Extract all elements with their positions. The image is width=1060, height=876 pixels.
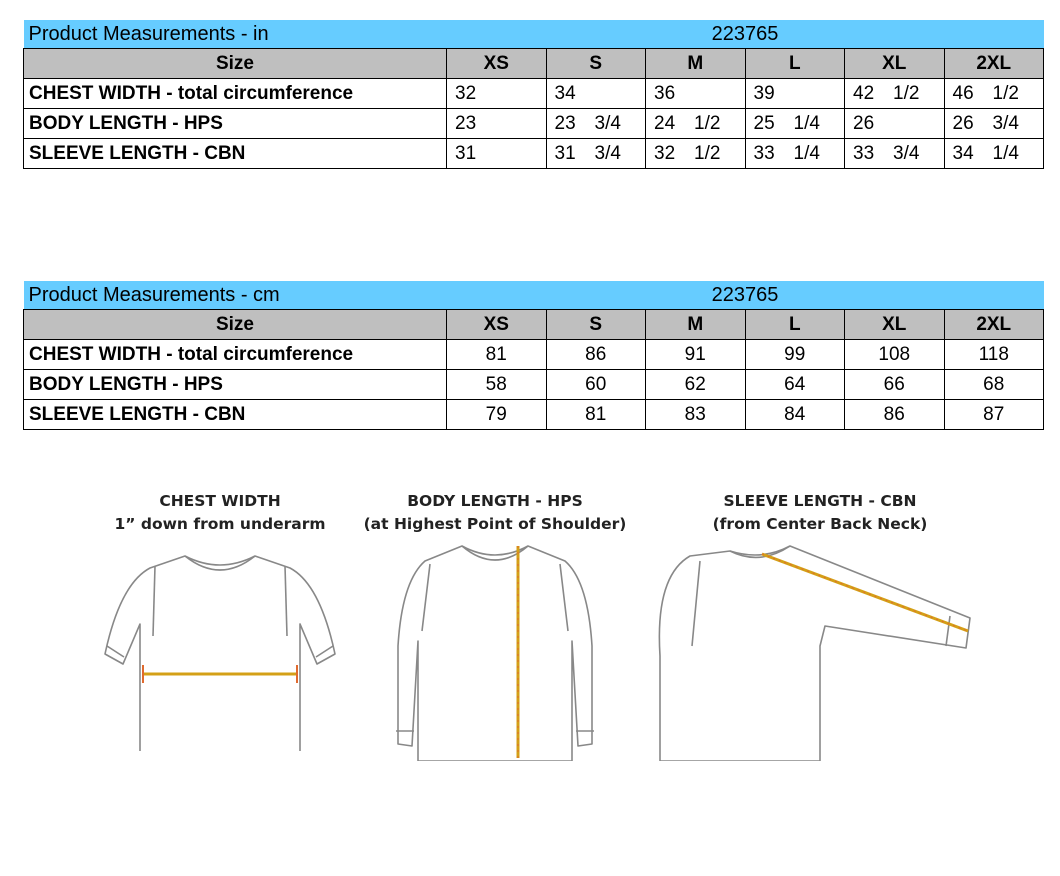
row-label: SLEEVE LENGTH - CBN (24, 139, 447, 169)
table-cell: 62 (646, 370, 746, 400)
figure-caption-title: CHEST WIDTH (159, 492, 281, 510)
tshirt-long-sleeve-front-icon (360, 536, 630, 761)
table-cell: 26 (845, 109, 945, 139)
size-column-header: XL (845, 49, 945, 79)
table-cell: 33 1/4 (745, 139, 845, 169)
figure-caption-title: SLEEVE LENGTH - CBN (723, 492, 917, 510)
size-column-header: S (546, 310, 646, 340)
table-row (24, 109, 1044, 139)
size-column-header: L (745, 310, 845, 340)
style-number: 223765 (447, 20, 1044, 49)
table-row (24, 139, 1044, 169)
table-cell: 26 3/4 (944, 109, 1044, 139)
table-cell: 39 (745, 79, 845, 109)
body-length-figure (360, 490, 630, 761)
table-cell: 79 (447, 400, 547, 430)
measurements-table-centimeters (23, 281, 1043, 430)
table-cell: 58 (447, 370, 547, 400)
table-row (24, 400, 1044, 430)
table-cell: 108 (845, 340, 945, 370)
table-cell: 23 3/4 (546, 109, 646, 139)
table-cell: 36 (646, 79, 746, 109)
table-cell: 81 (546, 400, 646, 430)
table-cell: 83 (646, 400, 746, 430)
size-header: Size (24, 49, 447, 79)
table-cell: 33 3/4 (845, 139, 945, 169)
header-row (24, 49, 1044, 79)
table-cell: 42 1/2 (845, 79, 945, 109)
table-cell: 34 1/4 (944, 139, 1044, 169)
row-label: BODY LENGTH - HPS (24, 370, 447, 400)
size-header: Size (24, 310, 447, 340)
table-row (24, 370, 1044, 400)
title-row (24, 281, 1044, 310)
size-column-header: XS (447, 310, 547, 340)
size-column-header: M (646, 49, 746, 79)
table-cell: 64 (745, 370, 845, 400)
row-label: BODY LENGTH - HPS (24, 109, 447, 139)
size-column-header: XS (447, 49, 547, 79)
sleeve-length-figure (650, 490, 990, 761)
table-cell: 60 (546, 370, 646, 400)
table-title: Product Measurements - in (24, 20, 447, 49)
figure-caption-subtitle: (from Center Back Neck) (712, 515, 928, 533)
table-cell: 68 (944, 370, 1044, 400)
table-cell: 118 (944, 340, 1044, 370)
table-cell: 66 (845, 370, 945, 400)
table-title: Product Measurements - cm (24, 281, 447, 310)
table-cell: 34 (546, 79, 646, 109)
table-cell: 46 1/2 (944, 79, 1044, 109)
table-cell: 32 1/2 (646, 139, 746, 169)
size-column-header: 2XL (944, 49, 1044, 79)
figure-caption-subtitle: 1” down from underarm (114, 515, 326, 533)
table-cell: 99 (745, 340, 845, 370)
table-cell: 84 (745, 400, 845, 430)
table-cell: 24 1/2 (646, 109, 746, 139)
header-row (24, 310, 1044, 340)
table-cell: 23 (447, 109, 547, 139)
size-column-header: M (646, 310, 746, 340)
table-cell: 87 (944, 400, 1044, 430)
size-column-header: XL (845, 310, 945, 340)
tshirt-short-sleeve-icon (95, 536, 345, 751)
chest-width-figure (95, 490, 345, 751)
table-cell: 86 (546, 340, 646, 370)
row-label: CHEST WIDTH - total circumference (24, 340, 447, 370)
figure-caption-title: BODY LENGTH - HPS (407, 492, 583, 510)
measurements-table-inches (23, 20, 1043, 169)
size-chart-table (23, 281, 1044, 430)
size-column-header: S (546, 49, 646, 79)
size-column-header: 2XL (944, 310, 1044, 340)
table-cell: 31 3/4 (546, 139, 646, 169)
row-label: CHEST WIDTH - total circumference (24, 79, 447, 109)
table-cell: 91 (646, 340, 746, 370)
table-cell: 25 1/4 (745, 109, 845, 139)
figure-caption-subtitle: (at Highest Point of Shoulder) (363, 515, 627, 533)
size-chart-table (23, 20, 1044, 169)
row-label: SLEEVE LENGTH - CBN (24, 400, 447, 430)
table-cell: 31 (447, 139, 547, 169)
table-row (24, 79, 1044, 109)
table-cell: 86 (845, 400, 945, 430)
title-row (24, 20, 1044, 49)
style-number: 223765 (447, 281, 1044, 310)
tshirt-long-sleeve-back-icon (650, 536, 990, 761)
table-cell: 81 (447, 340, 547, 370)
table-cell: 32 (447, 79, 547, 109)
size-column-header: L (745, 49, 845, 79)
table-row (24, 340, 1044, 370)
